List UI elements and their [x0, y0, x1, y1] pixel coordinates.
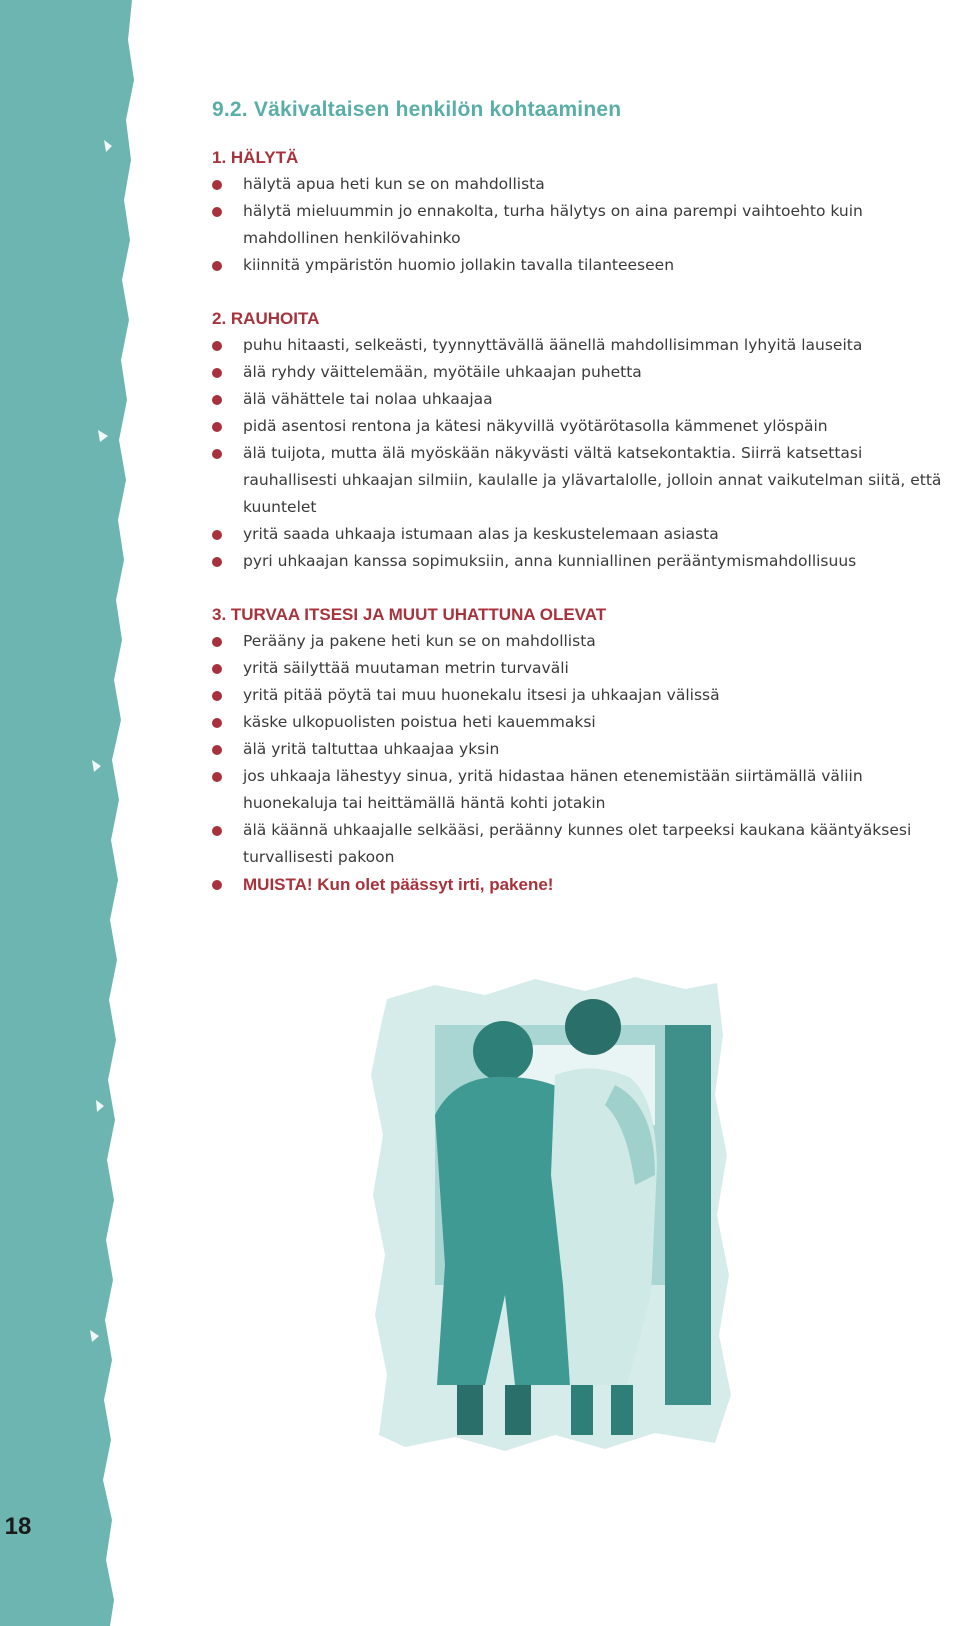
- emphasis-item: MUISTA! Kun olet päässyt irti, pakene!: [212, 871, 952, 899]
- bullet-icon: [212, 745, 222, 755]
- bullet-icon: [212, 826, 222, 836]
- section-alarm: [212, 144, 952, 279]
- list-item: kiinnitä ympäristön huomio jollakin tavalla tilanteeseen: [212, 252, 952, 279]
- bullet-icon: [212, 880, 222, 890]
- list-item: yritä säilyttää muutaman metrin turvaväli: [212, 655, 952, 682]
- page-content: [212, 98, 952, 925]
- list-item: älä tuijota, mutta älä myöskään näkyvästi vältä katsekontaktia. Siirrä katsettasi rauhallisesti uhkaajan silmiin, kaulalle ja ylävartalolle, jolloin annat vaikutelman siitä, että kuuntelet: [212, 440, 952, 521]
- list-item: älä ryhdy väittelemään, myötäile uhkaajan puhetta: [212, 359, 952, 386]
- bullet-icon: [212, 395, 222, 405]
- section-title: 1. HÄLYTÄ: [212, 148, 299, 167]
- section-protect: [212, 601, 952, 899]
- section-calm: [212, 305, 952, 575]
- bullet-icon: [212, 207, 222, 217]
- list-item: käske ulkopuolisten poistua heti kauemmaksi: [212, 709, 952, 736]
- bullet-icon: [212, 422, 222, 432]
- page-title: 9.2. Väkivaltaisen henkilön kohtaaminen: [212, 98, 622, 121]
- list-item: Perääny ja pakene heti kun se on mahdollista: [212, 628, 952, 655]
- list-item: jos uhkaaja lähestyy sinua, yritä hidastaa hänen etenemistään siirtämällä väliin huonekaluja tai heittämällä häntä kohti jotakin: [212, 763, 952, 817]
- bullet-icon: [212, 261, 222, 271]
- list-item: älä vähättele tai nolaa uhkaajaa: [212, 386, 952, 413]
- bullet-icon: [212, 341, 222, 351]
- bullet-icon: [212, 530, 222, 540]
- bullet-icon: [212, 718, 222, 728]
- list-item: hälytä apua heti kun se on mahdollista: [212, 171, 952, 198]
- section-title: 3. TURVAA ITSESI JA MUUT UHATTUNA OLEVAT: [212, 605, 607, 624]
- illustration-photo: [365, 965, 740, 1455]
- bullet-icon: [212, 664, 222, 674]
- bullet-icon: [212, 368, 222, 378]
- bullet-icon: [212, 180, 222, 190]
- list-item: pyri uhkaajan kanssa sopimuksiin, anna kunniallinen perääntymismahdollisuus: [212, 548, 952, 575]
- list-item: pidä asentosi rentona ja kätesi näkyvillä vyötärötasolla kämmenet ylöspäin: [212, 413, 952, 440]
- bullet-icon: [212, 637, 222, 647]
- section-title: 2. RAUHOITA: [212, 309, 320, 328]
- list-item: älä käännä uhkaajalle selkääsi, peräänny kunnes olet tarpeeksi kaukana kääntyäksesi turvallisesti pakoon: [212, 817, 952, 871]
- list-item: puhu hitaasti, selkeästi, tyynnyttävällä äänellä mahdollisimman lyhyitä lauseita: [212, 332, 952, 359]
- page-number: 18: [4, 1513, 32, 1540]
- bullet-icon: [212, 691, 222, 701]
- bullet-list: [212, 332, 952, 575]
- decorative-side-band: [0, 0, 140, 1626]
- list-item: yritä saada uhkaaja istumaan alas ja keskustelemaan asiasta: [212, 521, 952, 548]
- bullet-icon: [212, 557, 222, 567]
- list-item: älä yritä taltuttaa uhkaajaa yksin: [212, 736, 952, 763]
- bullet-icon: [212, 772, 222, 782]
- list-item: yritä pitää pöytä tai muu huonekalu itsesi ja uhkaajan välissä: [212, 682, 952, 709]
- bullet-list: [212, 171, 952, 279]
- bullet-icon: [212, 449, 222, 459]
- list-item: hälytä mieluummin jo ennakolta, turha hälytys on aina parempi vaihtoehto kuin mahdollinen henkilövahinko: [212, 198, 952, 252]
- bullet-list: [212, 628, 952, 899]
